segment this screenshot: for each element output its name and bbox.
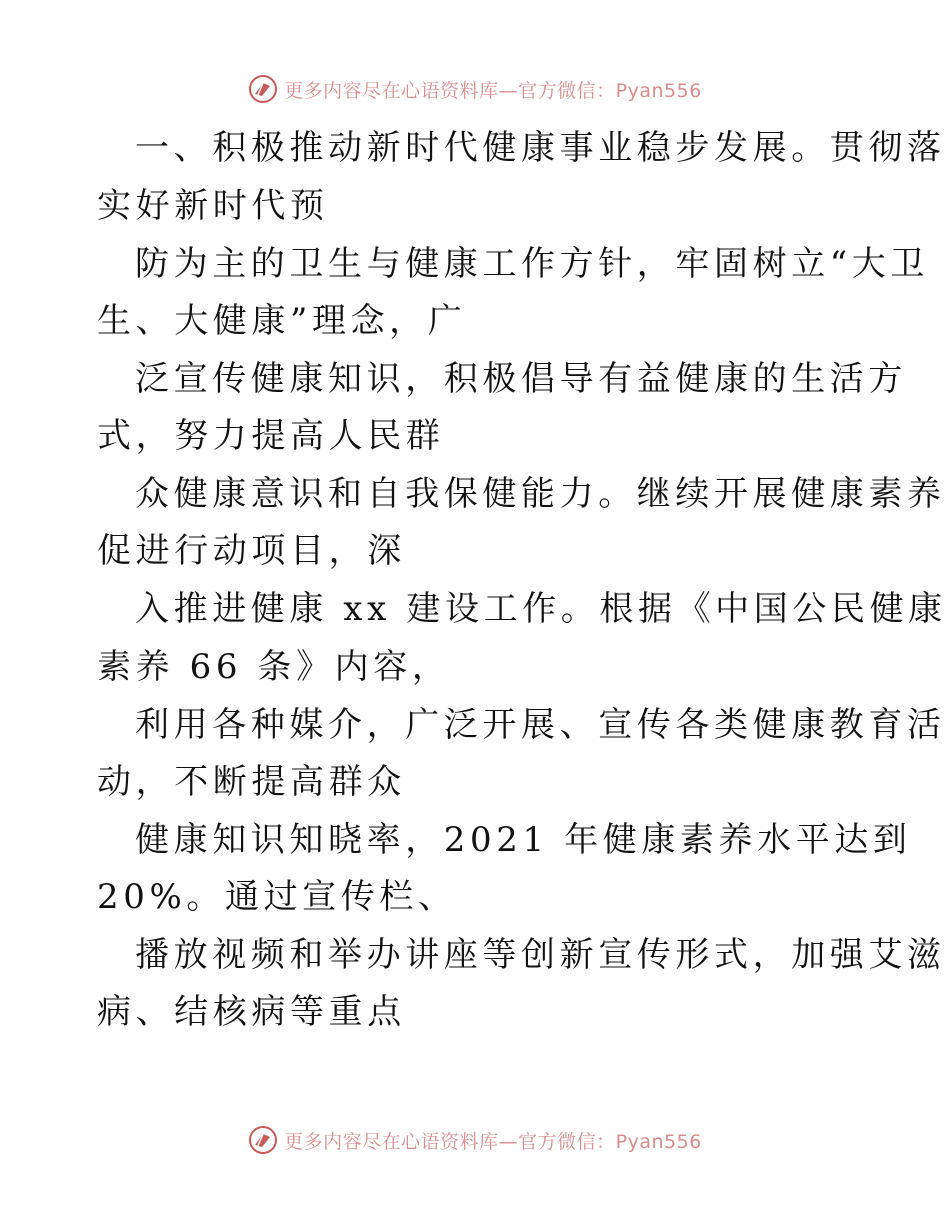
paragraph-line: 实好新时代预 [97,186,329,226]
paragraph-line: 一、积极推动新时代健康事业稳步发展。贯彻落 [135,128,946,168]
book-quill-logo-icon [248,74,278,104]
paragraph-line: 式，努力提高人民群 [97,416,445,456]
paragraph-line: 生、大健康”理念，广 [97,301,467,341]
watermark-text: 更多内容尽在心语资料库—官方微信：Pyan556 [284,79,702,102]
paragraph-line: 健康知识知晓率，2021 年健康素养水平达到 [135,820,912,860]
paragraph-line: 动，不断提高群众 [97,762,406,802]
paragraph-line: 20%。通过宣传栏、 [97,877,457,917]
paragraph-line: 防为主的卫生与健康工作方针，牢固树立“大卫 [135,244,929,284]
paragraph-line: 入推进健康 xx 建设工作。根据《中国公民健康 [135,589,947,629]
paragraph-line: 众健康意识和自我保健能力。继续开展健康素养 [135,474,946,514]
header-watermark [0,74,950,104]
book-quill-logo-icon [248,1125,278,1155]
paragraph-line: 泛宣传健康知识，积极倡导有益健康的生活方 [135,359,907,399]
paragraph-line: 播放视频和举办讲座等创新宣传形式，加强艾滋 [135,935,946,975]
watermark-text: 更多内容尽在心语资料库—官方微信：Pyan556 [284,1130,702,1153]
footer-watermark [0,1125,950,1155]
paragraph-line: 促进行动项目，深 [97,531,406,571]
paragraph-line: 素养 66 条》内容， [97,647,451,687]
paragraph-line: 病、结核病等重点 [97,992,406,1032]
paragraph-line: 利用各种媒介，广泛开展、宣传各类健康教育活 [135,705,946,745]
